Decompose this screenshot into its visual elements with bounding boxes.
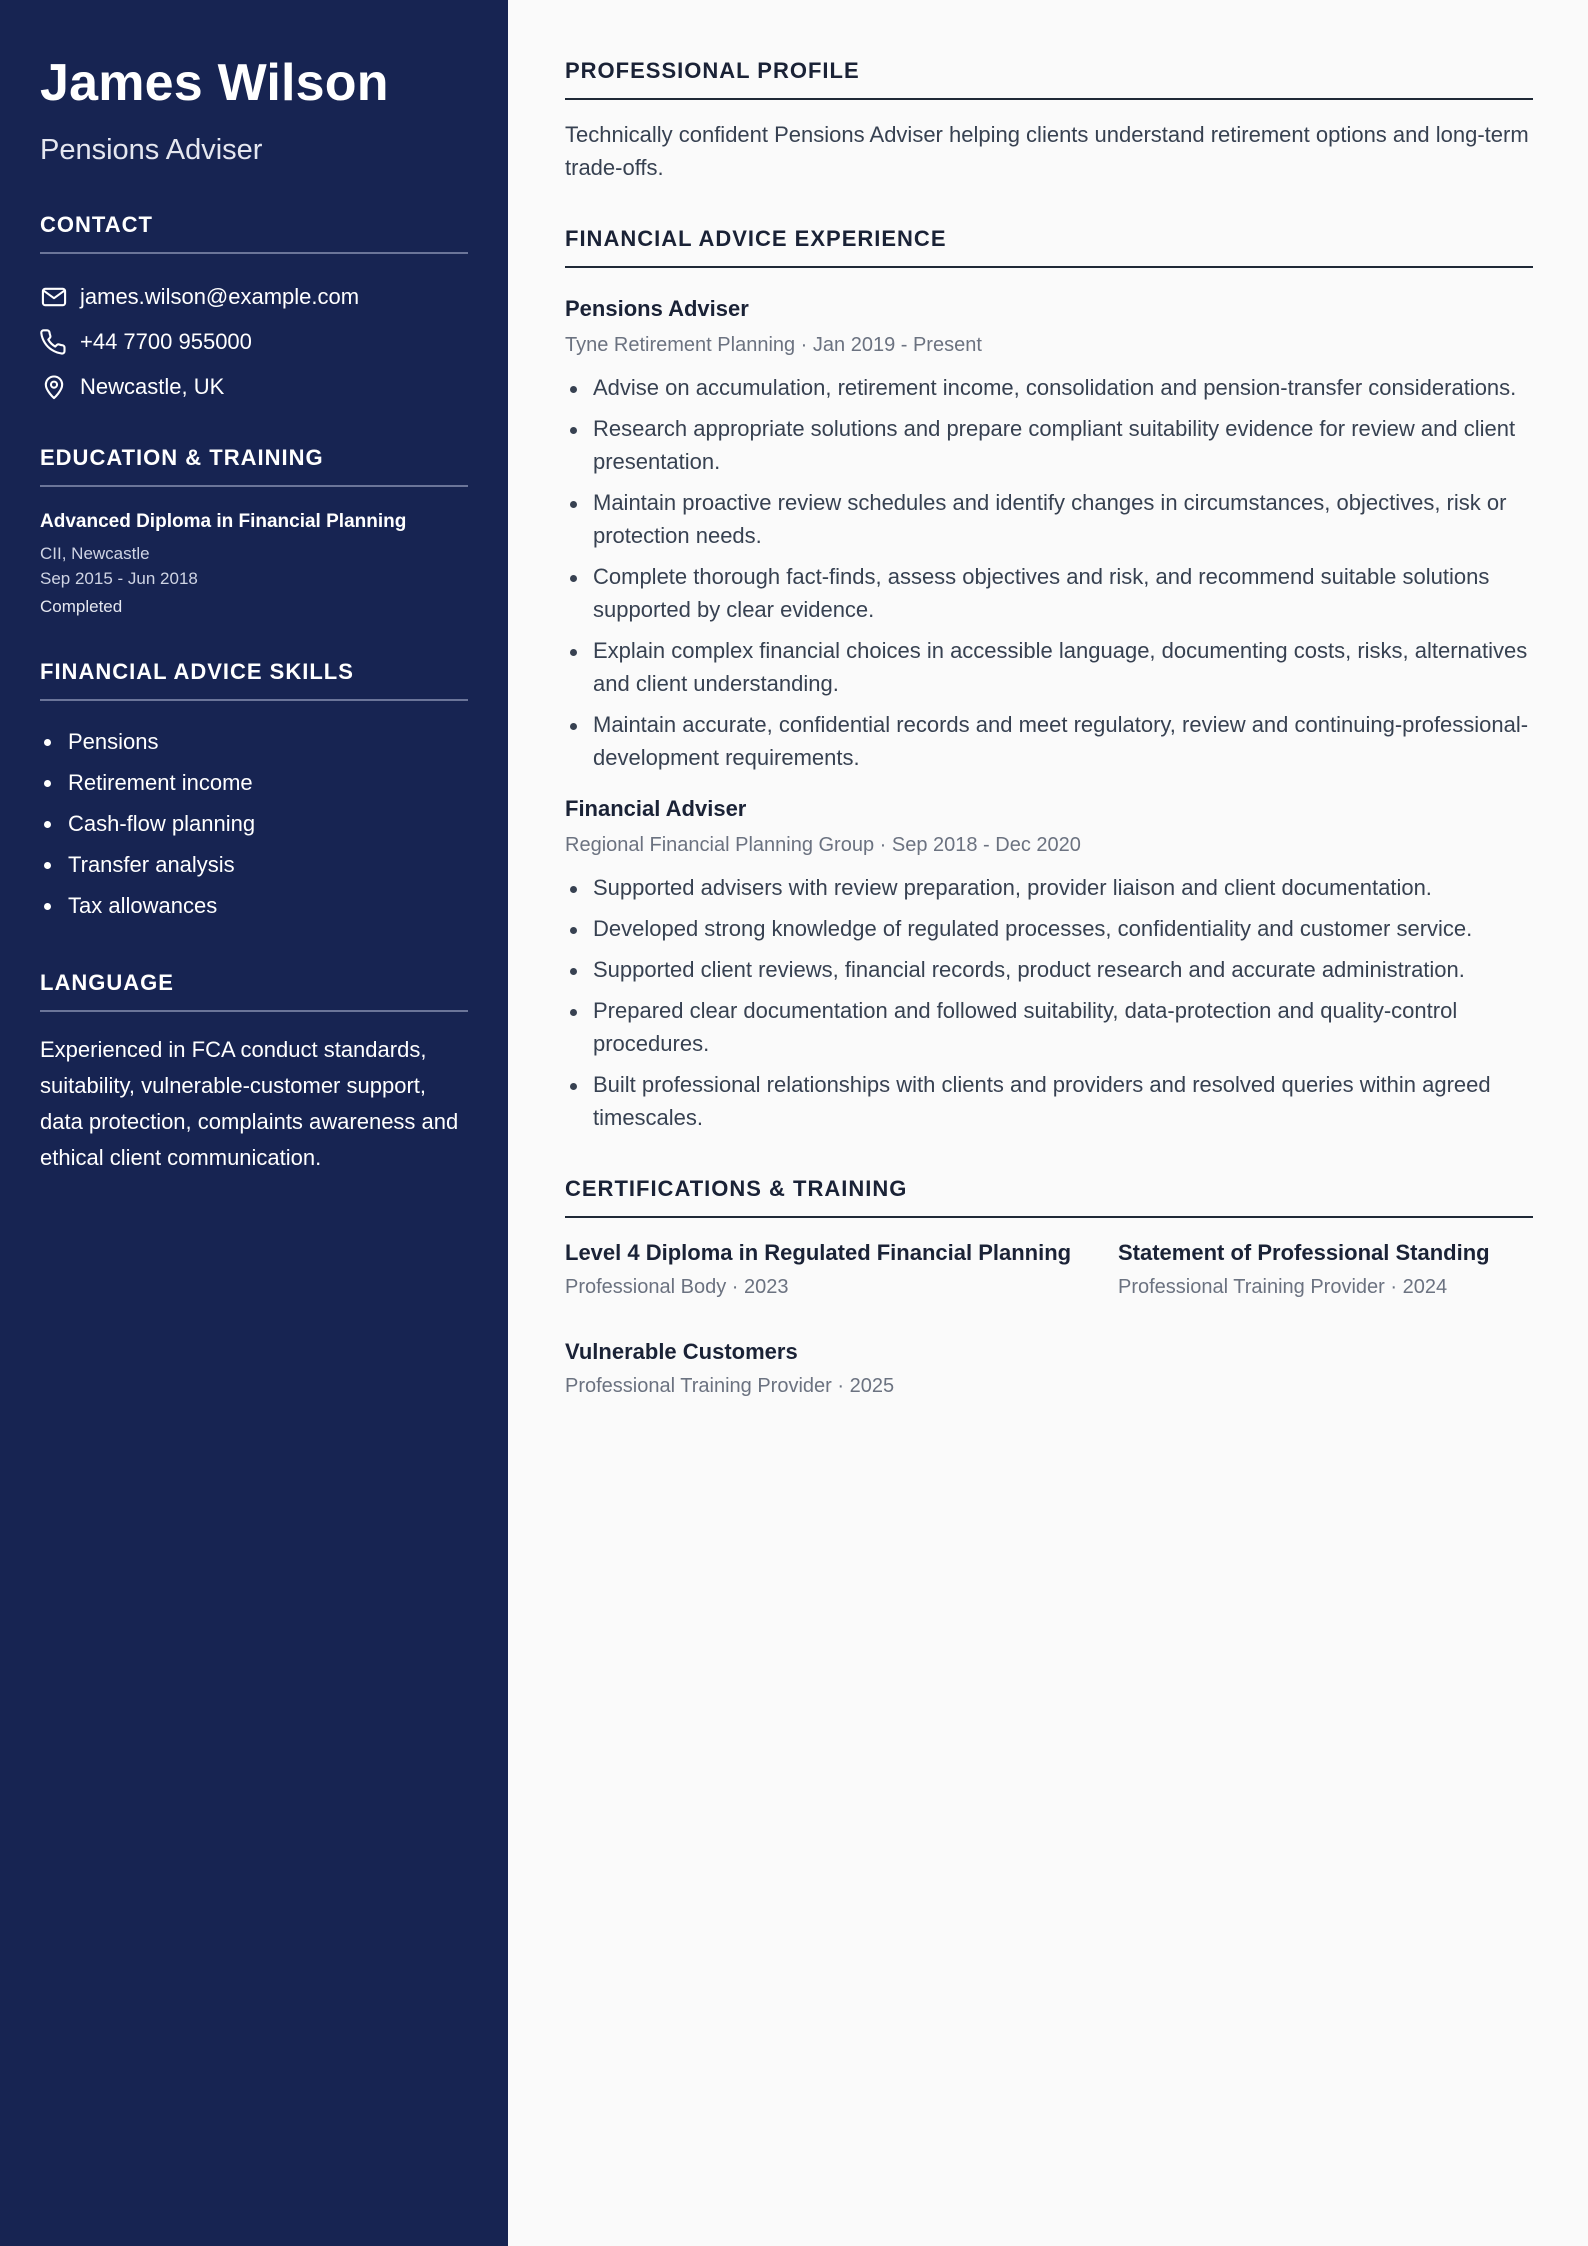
phone-icon xyxy=(40,328,68,356)
certification-item xyxy=(565,1240,1118,1299)
skill-item: Pensions xyxy=(40,721,468,762)
job-bullets xyxy=(565,871,1533,1134)
email-text: james.wilson@example.com xyxy=(80,283,360,309)
skill-item: Retirement income xyxy=(40,762,468,803)
main-content xyxy=(565,58,1533,1398)
certification-meta: Professional Training Provider · 2024 xyxy=(1118,1276,1448,1298)
candidate-role: Pensions Adviser xyxy=(40,134,263,166)
job-bullet: Supported client reviews, financial records, product research and accurate administration. xyxy=(565,953,1533,986)
mail-icon xyxy=(40,283,68,311)
education-dates: Sep 2015 - Jun 2018 xyxy=(40,569,198,588)
certification-item xyxy=(565,1339,1118,1398)
language-text: Experienced in FCA conduct standards, suitability, vulnerable-customer support, data protection, complaints awareness and ethical client communication. xyxy=(40,1037,459,1170)
job-bullet: Supported advisers with review preparation, provider liaison and client documentation. xyxy=(565,871,1533,904)
certifications-heading: CERTIFICATIONS & TRAINING xyxy=(565,1176,1533,1218)
profile-heading: PROFESSIONAL PROFILE xyxy=(565,58,1533,100)
job-bullet: Developed strong knowledge of regulated processes, confidentiality and customer service. xyxy=(565,912,1533,945)
certification-title: Vulnerable Customers xyxy=(565,1339,798,1364)
education-heading: EDUCATION & TRAINING xyxy=(40,445,468,487)
certification-meta: Professional Body · 2023 xyxy=(565,1276,789,1298)
map-pin-icon xyxy=(40,373,68,401)
phone-text: +44 7700 955000 xyxy=(80,328,252,354)
contact-email[interactable] xyxy=(40,274,468,319)
contact-heading: CONTACT xyxy=(40,212,468,254)
certification-title: Statement of Professional Standing xyxy=(1118,1240,1490,1265)
certification-title: Level 4 Diploma in Regulated Financial Planning xyxy=(565,1240,1072,1265)
profile-text: Technically confident Pensions Adviser helping clients understand retirement options and long-term trade-offs. xyxy=(565,122,1529,180)
certifications-grid xyxy=(565,1240,1533,1398)
job-title: Financial Adviser xyxy=(565,796,747,821)
skill-item: Cash-flow planning xyxy=(40,803,468,844)
contact-list xyxy=(40,274,468,409)
job-bullet: Research appropriate solutions and prepare compliant suitability evidence for review and client presentation. xyxy=(565,412,1533,478)
contact-phone[interactable] xyxy=(40,319,468,364)
job-bullet: Advise on accumulation, retirement income, consolidation and pension-transfer considerations. xyxy=(565,371,1533,404)
education-status: Completed xyxy=(40,597,123,616)
experience-heading: FINANCIAL ADVICE EXPERIENCE xyxy=(565,226,1533,268)
job-bullet: Maintain accurate, confidential records and meet regulatory, review and continuing-professional-development requirements. xyxy=(565,708,1533,774)
job-bullet: Prepared clear documentation and followed suitability, data-protection and quality-control procedures. xyxy=(565,994,1533,1060)
education-title: Advanced Diploma in Financial Planning xyxy=(40,511,407,532)
skills-heading: FINANCIAL ADVICE SKILLS xyxy=(40,659,468,701)
job-bullet: Explain complex financial choices in accessible language, documenting costs, risks, alternatives and client understanding. xyxy=(565,634,1533,700)
job-meta: Regional Financial Planning Group · Sep 2018 - Dec 2020 xyxy=(565,834,1081,856)
job-bullet: Complete thorough fact-finds, assess objectives and risk, and recommend suitable solutions supported by clear evidence. xyxy=(565,560,1533,626)
candidate-name: James Wilson xyxy=(40,54,389,112)
skills-list xyxy=(40,721,468,926)
job-meta: Tyne Retirement Planning · Jan 2019 - Present xyxy=(565,334,982,356)
language-heading: LANGUAGE xyxy=(40,970,468,1012)
certification-meta: Professional Training Provider · 2025 xyxy=(565,1375,895,1397)
job-bullet: Built professional relationships with clients and providers and resolved queries within agreed timescales. xyxy=(565,1068,1533,1134)
job-entry xyxy=(565,796,1533,1134)
job-bullets xyxy=(565,371,1533,774)
job-bullet: Maintain proactive review schedules and identify changes in circumstances, objectives, risk or protection needs. xyxy=(565,486,1533,552)
certification-item xyxy=(1118,1240,1533,1299)
skill-item: Tax allowances xyxy=(40,885,468,926)
location-text: Newcastle, UK xyxy=(80,373,225,399)
sidebar xyxy=(0,0,508,2246)
contact-location xyxy=(40,364,468,409)
job-title: Pensions Adviser xyxy=(565,296,749,321)
skill-item: Transfer analysis xyxy=(40,844,468,885)
job-entry xyxy=(565,296,1533,774)
education-institution: CII, Newcastle xyxy=(40,544,150,563)
education-entry xyxy=(40,511,468,617)
